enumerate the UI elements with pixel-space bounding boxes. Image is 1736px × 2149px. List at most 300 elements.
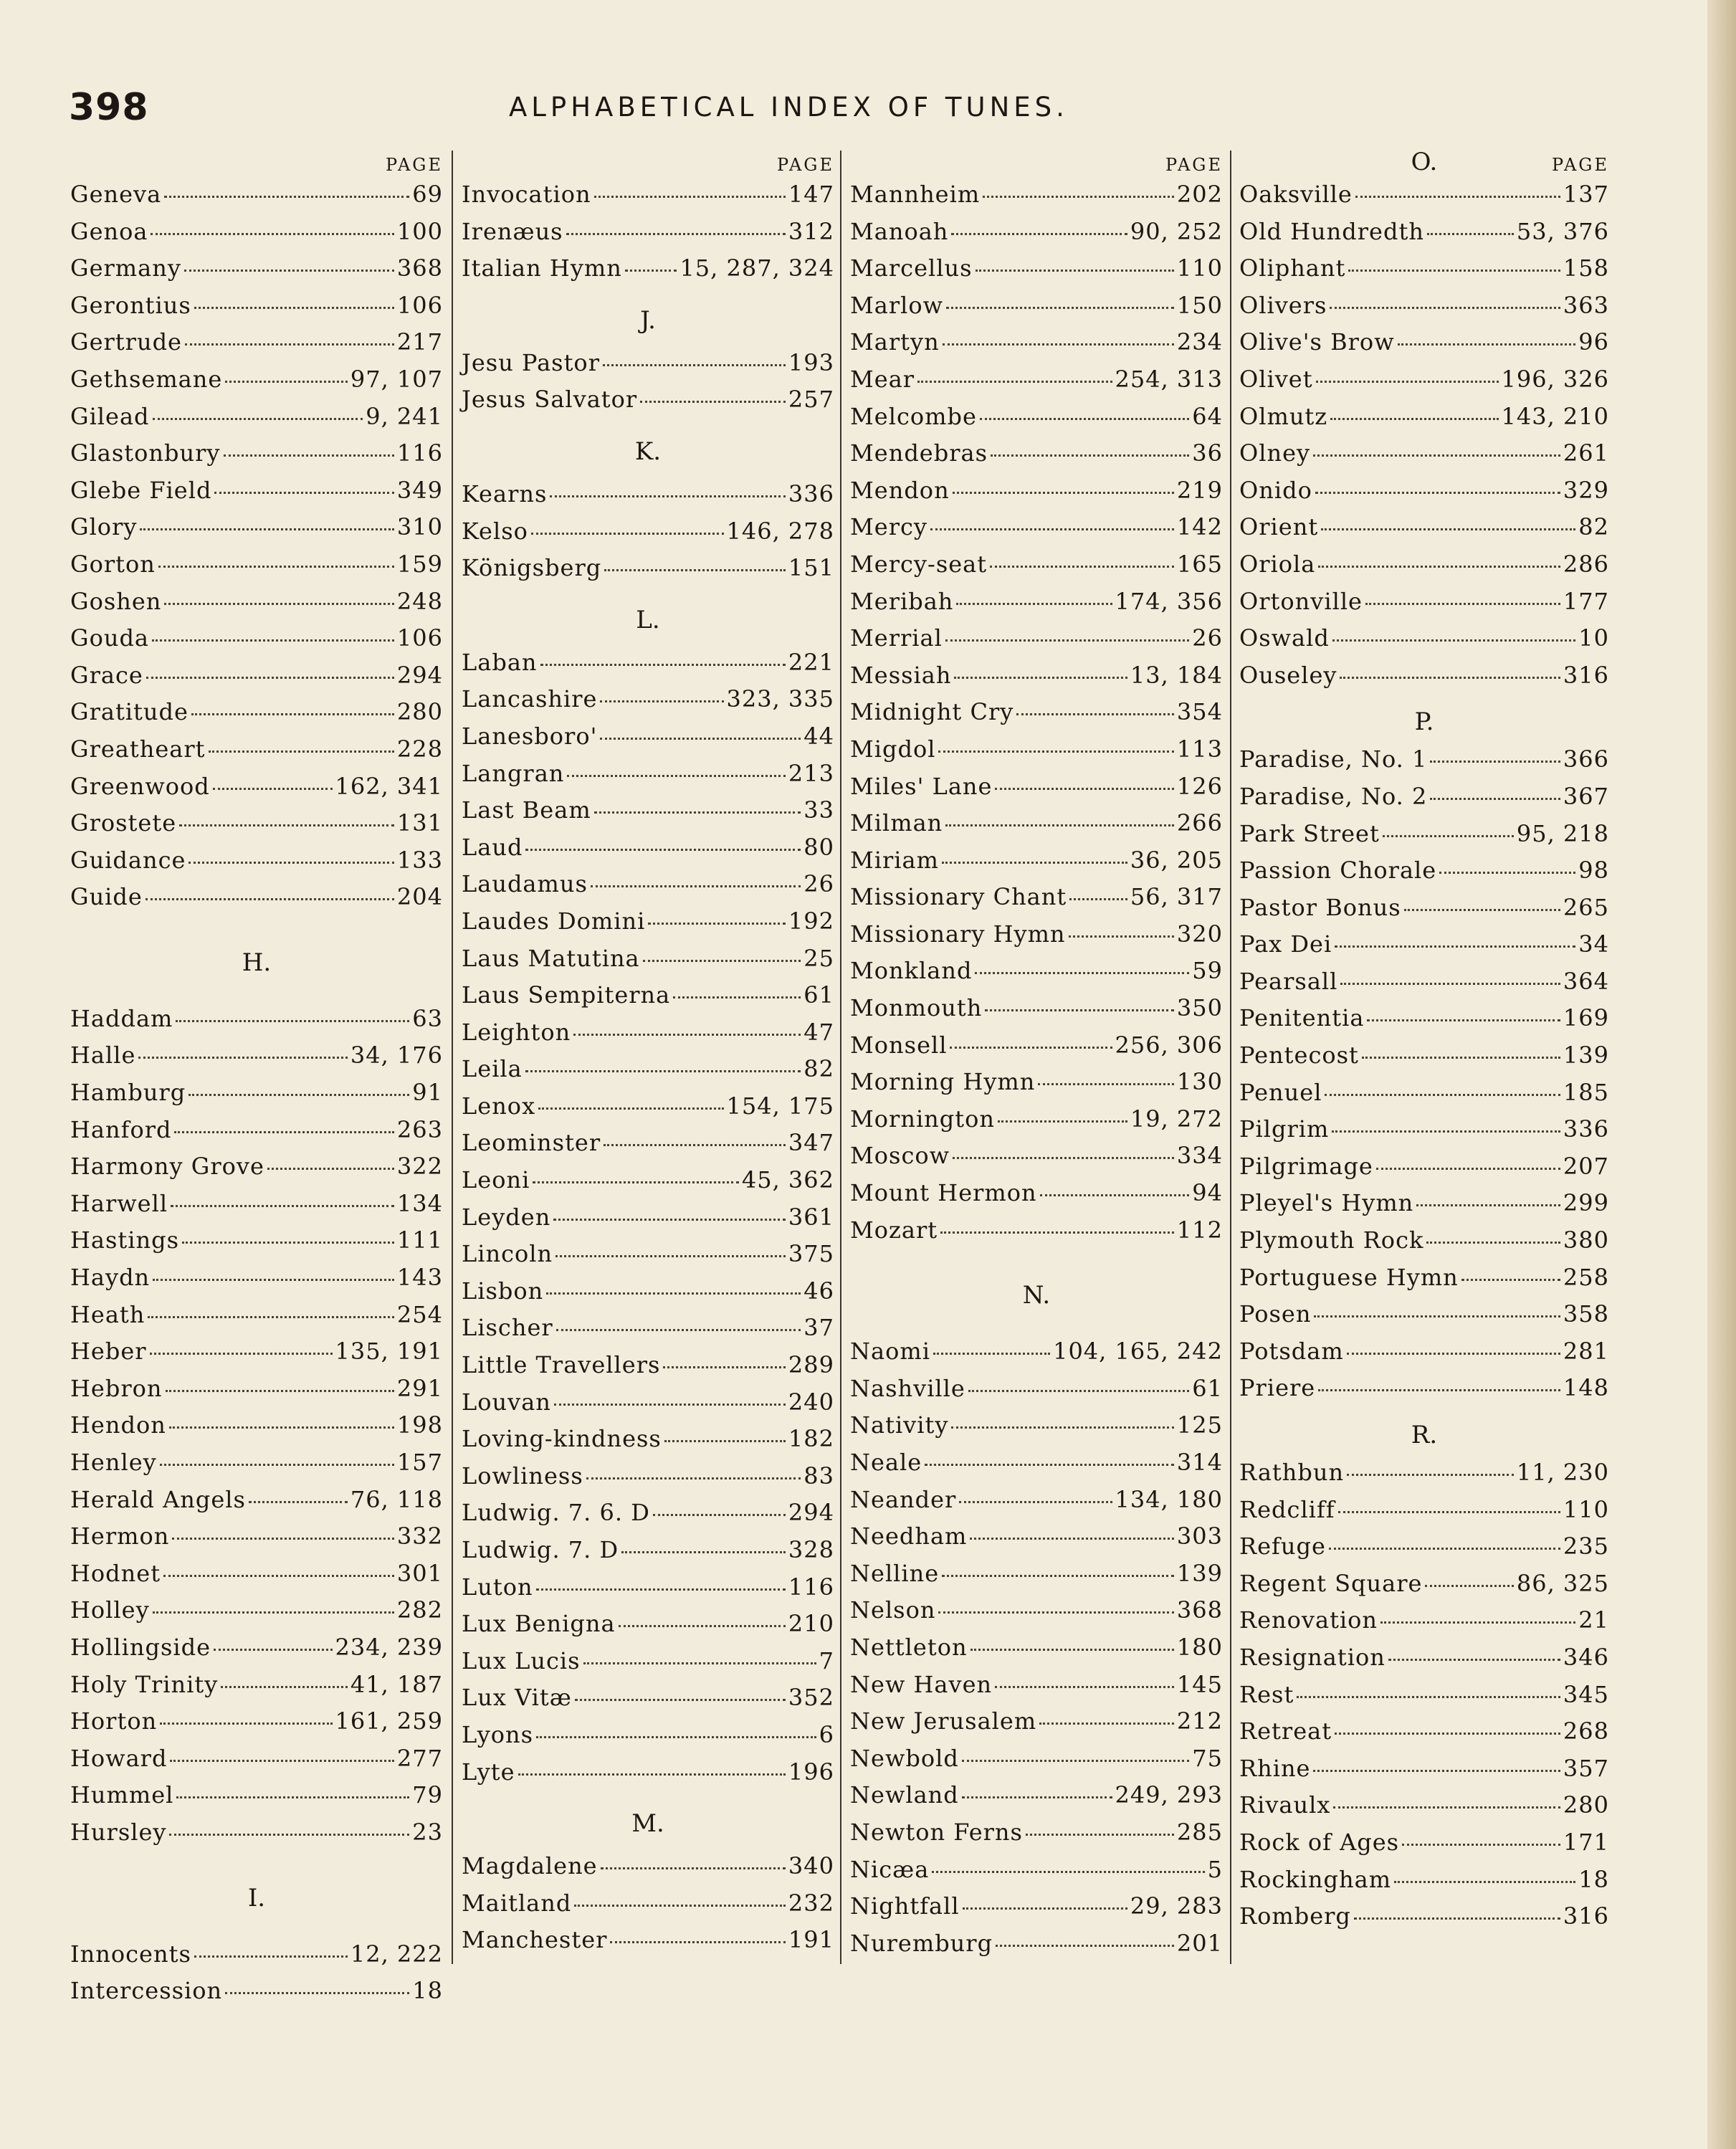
index-entry [1239,254,1609,292]
index-entry [70,1671,443,1708]
dot-leader [991,454,1189,457]
index-entry [70,1264,443,1301]
tune-name: Naomi [850,1338,930,1366]
page-reference: 310 [396,513,443,541]
dot-leader [643,960,801,962]
index-entry [850,847,1223,884]
page-edge [1707,0,1736,2149]
page-reference: 63 [412,1004,443,1032]
index-entry [850,957,1223,994]
index-entry [70,1226,443,1264]
tune-name: Holley [70,1596,150,1624]
dot-leader [146,898,394,900]
dot-leader [1315,492,1560,494]
tune-name: Oliphant [1239,254,1346,282]
tune-name: Monkland [850,957,973,985]
dot-leader [664,1440,786,1442]
dot-leader [213,788,333,790]
page-reference: 130 [1176,1068,1223,1096]
dot-leader [536,1736,816,1738]
page-reference: 254, 313 [1115,365,1223,393]
index-entry [1239,328,1609,366]
dot-leader [1316,381,1499,383]
page-reference: 143 [396,1264,443,1292]
index-entry [1239,857,1609,894]
index-entry [850,1216,1223,1254]
column-divider [840,151,841,1964]
dot-leader [1427,233,1514,235]
dot-leader [942,862,1127,864]
index-entry [462,981,834,1019]
tune-name: Innocents [70,1940,191,1968]
index-entry [70,1338,443,1375]
tune-name: Posen [1239,1300,1312,1328]
dot-leader [1347,1474,1514,1476]
page-reference: 232 [788,1889,834,1917]
index-entry [462,1240,834,1277]
dot-leader [990,566,1174,568]
index-entry [1239,1644,1609,1681]
page-reference: 329 [1563,476,1609,504]
tune-name: Martyn [850,328,940,356]
tune-name: Laud [462,833,523,861]
dot-leader [525,849,801,851]
tune-name: Monmouth [850,994,983,1022]
tune-name: Resignation [1239,1643,1386,1671]
index-entry [70,218,443,255]
tune-name: Irenæus [462,217,563,245]
page-reference: 174, 356 [1115,587,1223,615]
index-entry [1239,1338,1609,1375]
page-reference: 169 [1563,1004,1609,1032]
tune-name: Lisbon [462,1277,544,1305]
dot-leader [174,1131,394,1133]
index-entry [462,181,834,218]
tune-name: Gerontius [70,291,191,319]
dot-leader [1355,196,1560,198]
index-entry [850,1819,1223,1856]
page-reference: 37 [803,1314,834,1342]
page-reference: 154, 175 [726,1092,834,1120]
page-reference: 13, 184 [1130,661,1223,689]
tune-name: Jesus Salvator [462,386,638,414]
index-entry [1239,513,1609,551]
index-entry [462,1758,834,1796]
tune-name: Regent Square [1239,1569,1423,1597]
page-reference: 116 [396,439,443,467]
page-reference: 177 [1563,587,1609,615]
page-reference: 7 [819,1647,834,1674]
dot-leader [963,1907,1127,1910]
index-entry [462,1573,834,1611]
dot-leader [673,996,801,999]
tune-name: Oswald [1239,624,1330,652]
index-entry [70,1560,443,1597]
dot-leader [525,1070,801,1072]
tune-name: Horton [70,1707,158,1735]
index-entry [850,1781,1223,1819]
tune-name: Grace [70,661,143,689]
tune-name: Kearns [462,480,548,508]
page-reference: 82 [803,1055,834,1083]
page-reference: 75 [1192,1744,1223,1772]
index-entry [462,834,834,871]
dot-leader [983,196,1174,198]
page-reference: 294 [396,661,443,689]
page-reference: 367 [1563,782,1609,810]
tune-name: Greenwood [70,772,210,800]
tune-name: Leominster [462,1129,601,1157]
dot-leader [945,639,1189,642]
tune-name: Rockingham [1239,1865,1392,1893]
dot-leader [189,862,394,864]
dot-leader [153,418,363,420]
page-reference: 76, 118 [350,1485,443,1513]
column-header [70,151,443,181]
tune-name: Olmutz [1239,402,1328,430]
tune-name: Paradise, No. 2 [1239,782,1428,810]
index-entry [70,1634,443,1671]
page-label: PAGE [386,155,443,175]
tune-name: Nativity [850,1411,949,1439]
page-reference: 366 [1563,745,1609,773]
tune-name: Halle [70,1042,136,1069]
index-entry [1239,1496,1609,1533]
dot-leader [946,307,1174,309]
tune-name: Jesu Pastor [462,348,600,376]
page-reference: 25 [803,944,834,972]
page-reference: 110 [1563,1495,1609,1523]
page-reference: 100 [396,217,443,245]
page-reference: 18 [412,1977,443,2005]
index-entry [1239,218,1609,255]
tune-name: Louvan [462,1388,551,1416]
index-entry [850,1449,1223,1486]
tune-name: Potsdam [1239,1337,1344,1365]
index-entry [462,554,834,591]
page-reference: 150 [1176,291,1223,319]
dot-leader [574,1905,786,1907]
page-reference: 145 [1176,1670,1223,1698]
page-reference: 148 [1563,1374,1609,1402]
index-entry [1239,1570,1609,1607]
tune-name: Guide [70,883,143,911]
page-reference: 26 [1192,624,1223,652]
dot-leader [1402,1844,1560,1846]
page-reference: 280 [1563,1791,1609,1819]
page-reference: 347 [788,1129,834,1157]
page-reference: 281 [1563,1337,1609,1365]
dot-leader [249,1501,348,1503]
dot-leader [1329,1548,1560,1550]
tune-name: Herald Angels [70,1485,246,1513]
page-reference: 358 [1563,1300,1609,1328]
dot-leader [164,196,409,198]
section-r [1239,1459,1609,1940]
dot-leader [1347,1353,1560,1355]
page-reference: 357 [1563,1754,1609,1782]
page-reference: 69 [412,181,443,208]
dot-leader [1430,761,1560,763]
index-entry [462,218,834,255]
index-entry [462,1055,834,1092]
index-entry [70,698,443,735]
tune-name: Olivet [1239,365,1313,393]
dot-leader [1388,1659,1560,1661]
index-entry [462,254,834,292]
tune-name: Gorton [70,550,156,578]
dot-leader [996,1945,1174,1947]
page-reference: 126 [1176,772,1223,800]
tune-name: Olive's Brow [1239,328,1395,356]
index-entry [70,366,443,403]
tune-name: Gilead [70,402,150,430]
tune-name: Rathbun [1239,1459,1345,1486]
page-reference: 90, 252 [1130,217,1223,245]
page-reference: 198 [396,1411,443,1439]
page-reference: 286 [1563,550,1609,578]
index-entry [70,1079,443,1116]
dot-leader [953,1157,1174,1159]
dot-leader [163,1575,394,1577]
tune-name: Missionary Hymn [850,920,1066,948]
tune-name: Nelson [850,1596,936,1624]
index-entry [70,1745,443,1782]
index-entry [850,883,1223,920]
index-entry [1239,1042,1609,1079]
index-entry [850,1707,1223,1745]
tune-name: Haydn [70,1264,151,1292]
tune-name: Rest [1239,1680,1294,1708]
page-reference: 263 [396,1115,443,1143]
page-reference: 196, 326 [1501,365,1609,393]
tune-name: Pentecost [1239,1042,1359,1069]
dot-leader [567,775,786,777]
section-letter-h: H. [242,948,272,977]
dot-leader [191,713,394,715]
dot-leader [1425,1585,1513,1587]
section-o [1239,181,1609,698]
index-entry [462,1890,834,1927]
page-reference: 185 [1563,1078,1609,1106]
page-reference: 345 [1563,1680,1609,1708]
page-reference: 104, 165, 242 [1053,1338,1223,1366]
tune-name: Hendon [70,1411,166,1439]
index-entry [1239,181,1609,218]
index-entry [1239,1153,1609,1190]
column-header [462,151,834,181]
dot-leader [1038,1083,1174,1085]
dot-leader [604,569,786,571]
tune-name: Königsberg [462,554,602,582]
page-reference: 340 [788,1852,834,1880]
index-entry [462,1092,834,1130]
page-reference: 9, 241 [366,402,443,430]
index-entry [850,588,1223,625]
page-reference: 21 [1578,1606,1609,1634]
dot-leader [1365,603,1560,605]
dot-leader [938,751,1173,753]
index-entry [462,1852,834,1890]
index-entry [1239,968,1609,1005]
dot-leader [980,418,1189,420]
tune-name: Marlow [850,291,944,319]
index-entry [462,649,834,686]
page-reference: 83 [803,1462,834,1490]
dot-leader [621,1551,786,1553]
tune-name: Genoa [70,217,148,245]
dot-leader [148,1316,394,1318]
page-reference: 162, 341 [335,772,443,800]
index-entry [1239,1717,1609,1755]
tune-name: Lowliness [462,1462,583,1490]
dot-leader [995,1686,1174,1688]
page-reference: 97, 107 [350,365,443,393]
index-entry [70,1301,443,1338]
tune-name: Lux Lucis [462,1647,581,1674]
tune-name: Morning Hymn [850,1068,1036,1096]
tune-name: Moscow [850,1142,950,1170]
tune-name: Oriola [1239,550,1316,578]
dot-leader [601,1867,786,1869]
tune-name: Loving-kindness [462,1425,662,1453]
tune-name: Hastings [70,1226,180,1254]
dot-leader [1333,1806,1560,1809]
column-header [1239,148,1609,181]
page-reference: 36, 205 [1130,846,1223,874]
index-entry [70,477,443,514]
dot-leader [176,1020,409,1022]
index-entry [70,1523,443,1560]
dot-leader [1340,983,1560,985]
tune-name: Miles' Lane [850,772,993,800]
tune-name: Renovation [1239,1606,1378,1634]
index-entry [1239,1226,1609,1264]
dot-leader [1335,1733,1560,1735]
index-entry [70,883,443,920]
tune-name: Pax Dei [1239,930,1332,958]
index-entry [462,685,834,723]
dot-leader [940,1231,1174,1234]
index-entry [1239,783,1609,820]
tune-name: Mannheim [850,181,981,208]
index-entry [1239,1079,1609,1116]
index-entry [462,1425,834,1462]
index-entry [70,662,443,699]
index-entry [1239,1459,1609,1496]
page-reference: 96 [1578,328,1609,356]
dot-leader [610,1941,785,1943]
tune-name: Hursley [70,1818,167,1846]
tune-name: Old Hundredth [1239,217,1424,245]
page-reference: 217 [396,328,443,356]
dot-leader [962,1796,1112,1798]
page-reference: 33 [803,796,834,824]
index-entry [462,760,834,797]
dot-leader [225,381,348,383]
dot-leader [1069,898,1127,900]
tune-name: Harmony Grove [70,1153,264,1181]
dot-leader [1330,307,1560,309]
tune-name: Redcliff [1239,1495,1335,1523]
tune-name: Guidance [70,846,186,874]
index-entry [462,1204,834,1241]
tune-name: Heber [70,1338,147,1366]
index-entry [70,809,443,847]
index-entry [850,292,1223,329]
tune-name: Langran [462,759,565,787]
index-entry [850,1560,1223,1597]
page-reference: 268 [1563,1717,1609,1745]
tune-name: Oaksville [1239,181,1353,208]
index-entry [1239,439,1609,477]
index-entry [70,1375,443,1412]
page-reference: 254 [396,1300,443,1328]
page-reference: 41, 187 [350,1670,443,1698]
index-entry [1239,1189,1609,1226]
page-reference: 45, 362 [741,1166,834,1194]
dot-leader [970,1538,1174,1540]
page-reference: 196 [788,1758,834,1786]
page-reference: 135, 191 [335,1338,443,1366]
page-reference: 23 [412,1818,443,1846]
tune-name: Portuguese Hymn [1239,1263,1459,1291]
page-label: PAGE [777,155,834,175]
running-head: ALPHABETICAL INDEX OF TUNES. [509,92,1069,123]
index-entry [1239,1374,1609,1411]
page-reference: 106 [396,624,443,652]
page-reference: 266 [1176,809,1223,837]
tune-name: Kelso [462,517,528,545]
index-entry [70,1411,443,1449]
index-entry [462,1277,834,1315]
page-reference: 248 [396,587,443,615]
index-entry [850,366,1223,403]
index-entry [462,1610,834,1647]
index-entry [462,349,834,386]
index-entry [462,870,834,907]
dot-leader [176,1796,409,1798]
tune-name: Holy Trinity [70,1670,219,1698]
tune-name: Onido [1239,476,1312,504]
tune-name: Miriam [850,846,939,874]
page-reference: 106 [396,291,443,319]
dot-leader [956,603,1112,605]
index-entry [1239,624,1609,662]
index-entry [70,1190,443,1227]
dot-leader [600,738,801,740]
tune-name: Lyte [462,1758,515,1786]
dot-leader [591,885,801,887]
tune-name: Pilgrim [1239,1115,1330,1143]
page-reference: 258 [1563,1263,1609,1291]
dot-leader [214,1649,332,1651]
dot-leader [1069,935,1174,938]
page-reference: 280 [396,698,443,726]
index-entry [850,1068,1223,1105]
index-entry [1239,820,1609,857]
page-reference: 256, 306 [1115,1031,1223,1059]
page-reference: 134 [396,1189,443,1217]
dot-leader [550,495,786,497]
page-reference: 134, 180 [1115,1485,1223,1513]
tune-name: Laus Matutina [462,944,640,972]
tune-name: Maitland [462,1889,572,1917]
dot-leader [221,1686,348,1688]
tune-name: Romberg [1239,1902,1351,1930]
dot-leader [951,1426,1174,1429]
page-reference: 11, 230 [1516,1459,1609,1486]
